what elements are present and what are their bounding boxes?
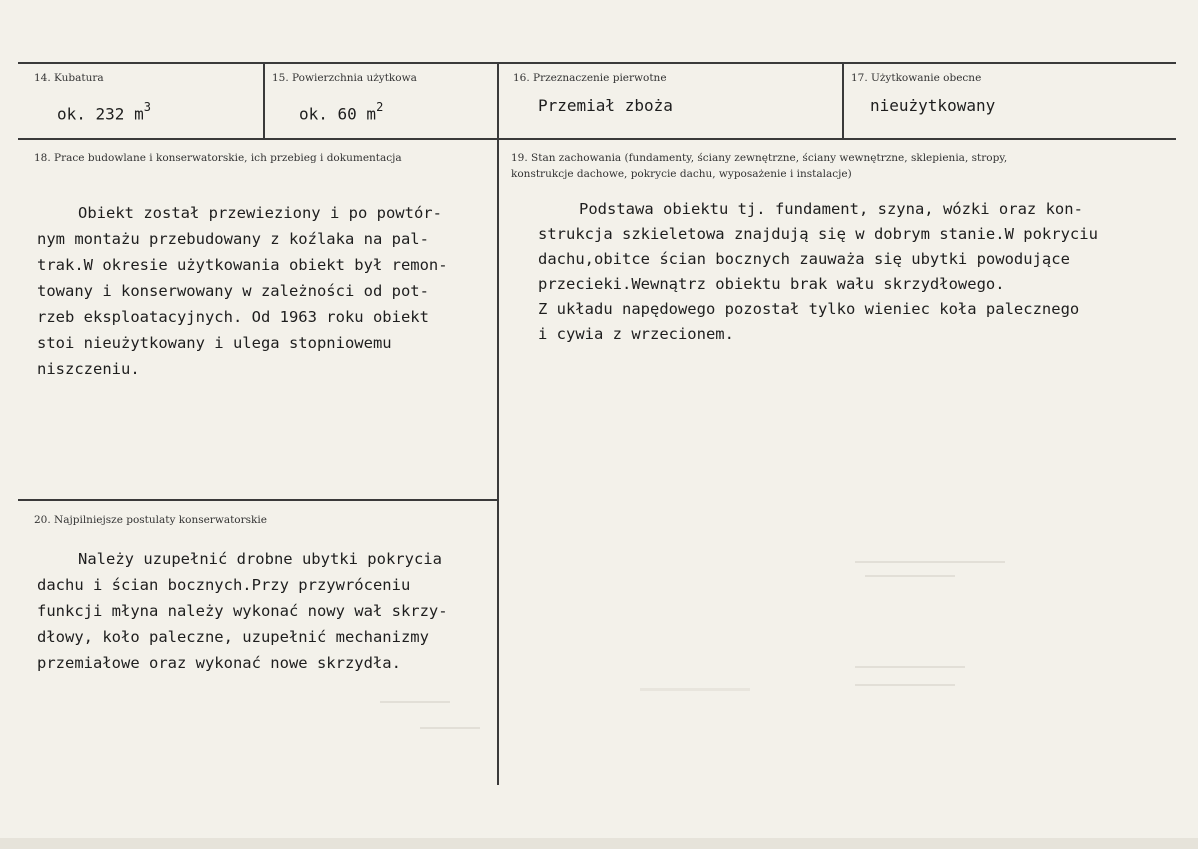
field-20-line: dłowy, koło paleczne, uzupełnić mechanizmy — [37, 628, 429, 646]
col-divider-2 — [497, 63, 499, 785]
field-18-line: trak.W okresie użytkowania obiekt był remon- — [37, 256, 448, 274]
bleed-through-mark — [855, 555, 1015, 585]
field-14-sup: 3 — [143, 100, 151, 114]
top-border-line — [18, 62, 1176, 64]
field-19-line: strukcja szkieletowa znajdują się w dobrym stanie.W pokryciu — [538, 225, 1098, 243]
field-16-value: Przemiał zboża — [538, 96, 673, 115]
row-divider-line — [18, 138, 1176, 140]
field-19-line: Podstawa obiektu tj. fundament, szyna, wózki oraz kon- — [579, 200, 1083, 218]
field-18-line: Obiekt został przewieziony i po powtór- — [78, 204, 442, 222]
field-15-sup: 2 — [376, 100, 384, 114]
section-20-divider-line — [18, 499, 497, 501]
field-18-label: 18. Prace budowlane i konserwatorskie, ich przebieg i dokumentacja — [34, 152, 402, 164]
field-20-line: Należy uzupełnić drobne ubytki pokrycia — [78, 550, 442, 568]
field-16-label: 16. Przeznaczenie pierwotne — [513, 72, 667, 84]
field-20-line: przemiałowe oraz wykonać nowe skrzydła. — [37, 654, 401, 672]
col-divider-3 — [842, 63, 844, 139]
field-15-label: 15. Powierzchnia użytkowa — [272, 72, 417, 84]
field-19-line: i cywia z wrzecionem. — [538, 325, 734, 343]
bleed-through-mark — [855, 660, 1015, 694]
field-15-value — [299, 96, 383, 128]
field-19-label-line-1: 19. Stan zachowania (fundamenty, ściany zewnętrzne, ściany wewnętrzne, sklepienia, stropy, — [511, 152, 1008, 164]
field-18-line: niszczeniu. — [37, 360, 140, 378]
field-19-line: przecieki.Wewnątrz obiektu brak wału skrzydłowego. — [538, 275, 1005, 293]
field-19-line: Z układu napędowego pozostał tylko wieniec koła palecznego — [538, 300, 1080, 318]
field-14-label: 14. Kubatura — [34, 72, 104, 84]
field-14-text: ok. 232 m — [57, 104, 144, 124]
col-divider-1 — [263, 63, 265, 139]
bleed-through-mark — [380, 695, 500, 735]
field-18-line: stoi nieużytkowany i ulega stopniowemu — [37, 334, 392, 352]
field-15-text: ok. 60 m — [299, 104, 377, 124]
field-14-value — [57, 96, 151, 128]
card-bottom-edge — [0, 838, 1198, 849]
bleed-through-mark — [640, 685, 760, 695]
field-20-line: funkcji młyna należy wykonać nowy wał skrzy- — [37, 602, 448, 620]
field-18-line: rzeb eksploatacyjnych. Od 1963 roku obiekt — [37, 308, 429, 326]
field-18-line: nym montażu przebudowany z koźlaka na pal- — [37, 230, 429, 248]
field-20-line: dachu i ścian bocznych.Przy przywróceniu — [37, 576, 411, 594]
field-20-label: 20. Najpilniejsze postulaty konserwatorskie — [34, 514, 267, 526]
field-19-line: dachu,obitce ścian bocznych zauważa się ubytki powodujące — [538, 250, 1070, 268]
field-18-line: towany i konserwowany w zależności od pot- — [37, 282, 429, 300]
field-17-label: 17. Użytkowanie obecne — [851, 72, 982, 84]
field-19-label-line-2: konstrukcje dachowe, pokrycie dachu, wyposażenie i instalacje) — [511, 168, 852, 180]
field-17-value: nieużytkowany — [870, 96, 996, 115]
